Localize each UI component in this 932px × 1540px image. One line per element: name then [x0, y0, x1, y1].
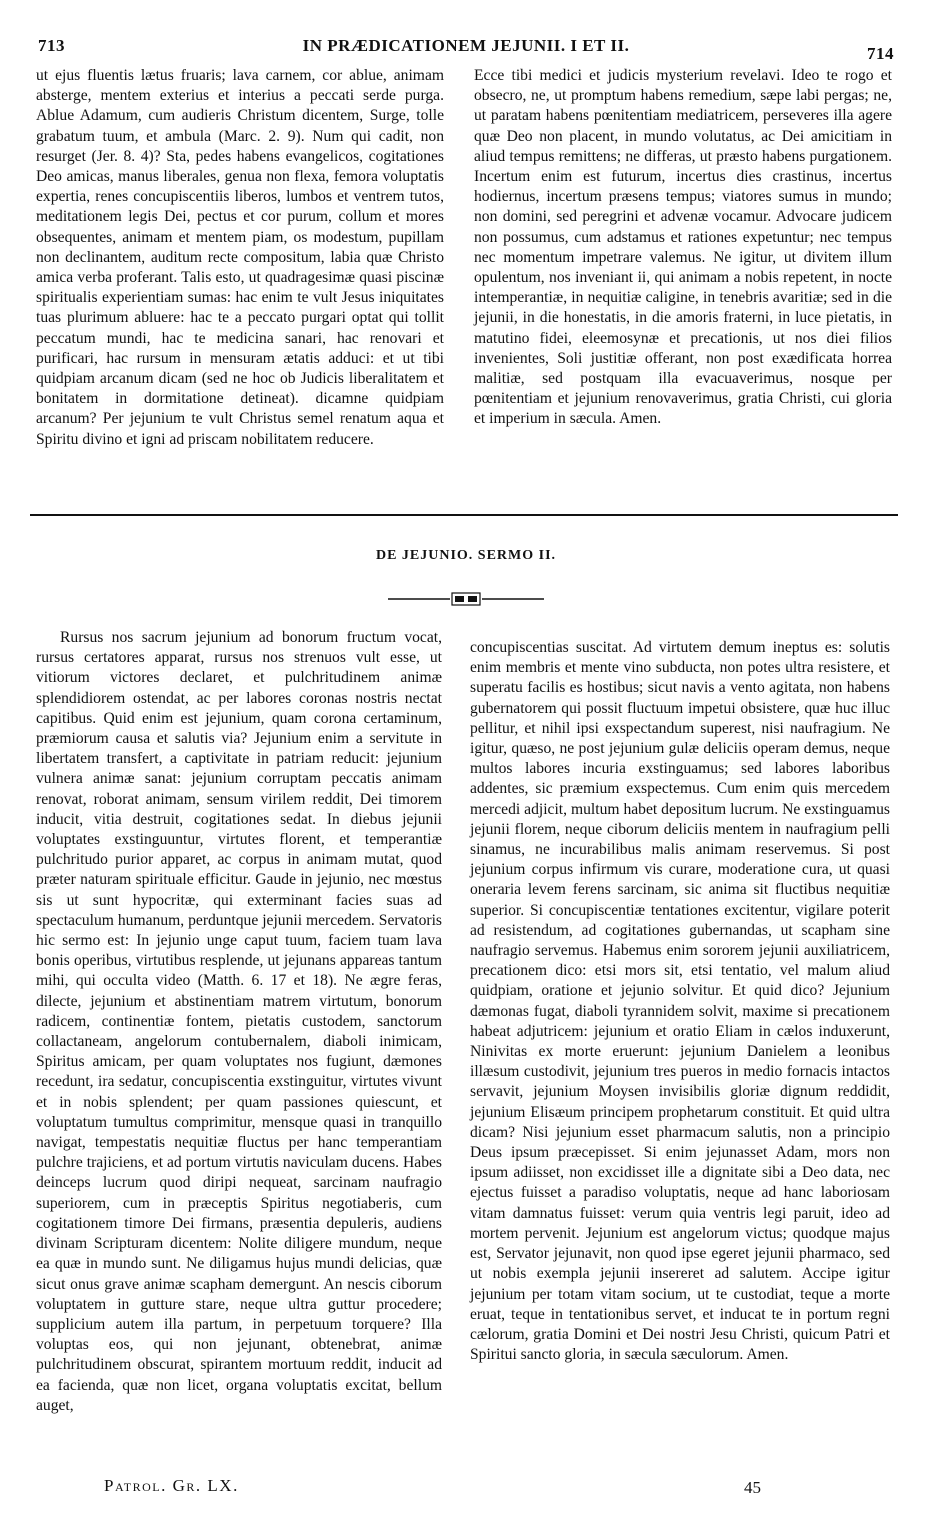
bottom-left-column: [36, 628, 442, 1416]
right-page-number: 714: [867, 44, 894, 63]
running-title: IN PRÆDICATIONEM JEJUNII. I ET II.: [302, 36, 630, 55]
sermon-title: DE JEJUNIO. SERMO II.: [375, 548, 557, 563]
ornament-icon: [384, 592, 548, 606]
top-right-text: Ecce tibi medici et judicis mysterium revelavi. Ideo te rogo et obsecro, ne, ut promptum habens remedium, sæpe labi pergas; ne, ut paratam habens pœnitentiam mediatricem, perseveres illa agere quæ Deo non placent, in mundo volutatus, ac Dei amicitiam in aliud tempus remittens; ne differas, ut præsto habens purgationem. Incertum enim est futurum, incertus dies crastinus, incertus hodiernus, incertum præsens tempus; viatores sumus in mundo; non domini, sed peregrini et advenæ vocamur. Advocare judicem non possumus, cum adstamus et rationes expetuntur; nec tempus nec momentum impetrare valemus. Ne igitur, ut divitem illum opulentum, nos inveniant ii, qui animam a nobis repetent, in nocte intemperantiæ, in nequitiæ caligine, in tenebris avaritiæ; sed in die jejunii, in die honestatis, in die amoris fraterni, in luce pietatis, in matutino fidei, eleemosynæ et precationis, ut nos diei filios invenientes, Soli justitiæ offerant, non post exædificata horrea malitiæ, sed postquam illa evacuaverimus, nosque per pœnitentiam et jejunium renovaverimus, gratia Christi, cui gloria et imperium in sæcula. Amen.: [474, 67, 892, 428]
left-page-number: 713: [38, 36, 65, 55]
top-left-text: ut ejus fluentis lætus fruaris; lava carnem, cor ablue, animam absterge, mentem exterius et interius a peccati serde purga. Ablue Adamum, cum audieris Christum dicentem, Surge, tolle grabatum tuum, et ambula (Marc. 2. 9). Num qui cadit, non resurget (Jer. 8. 4)? Sta, pedes habens evangelicos, cogitationes Deo amicas, manus liberales, genua non flexa, femora voluptatis expertia, renes concupiscentiis liberos, lumbos et ventrem tutos, meditationem legis Dei, pectus et cor purum, collum et mores obsequentes, animam et mentem piam, os modestum, pupillam non declinantem, auditum recte compositum, labia quæ Christo amica verba proferant. Talis esto, ut quadragesimæ quasi piscinæ spiritualis experientiam sumas: hac enim te vult Jesus iniquitates tuas plurimum abluere: hac te a peccato purgari optat qui tollit peccatum mundi, hac te medicina sanari, hac renovari et purificari, hac rursum in mensuram ætatis adduci: et ut tibi quidpiam arcanum dicam (sed ne hoc ob Judicis liberalitatem et bonitatem in dormitatione detineat). dicamne quidpiam arcanum? Per jejunium te vult Christus semel renatum aqua et Spiritu divino et igni ad priscam nobilitatem reducere.: [36, 67, 444, 448]
bottom-right-text: concupiscentias suscitat. Ad virtutem demum ineptus es: solutis enim membris et mente vino subducta, non potes ultra resistere, et superatu facilis es hostibus; sicut navis a vento agitata, non habens gubernatorem qui possit fluctuum impetui obsistere, quæ huc illuc pellitur, et nihil ipsi exspectandum superest, nisi naufragium. Ne igitur, quæso, ne post jejunium gulæ deliciis operam demus, neque multos labores incuria exstinguamus; sed labores laboribus addentes, sic præmium exspectemus. Cum enim quis mercedem mercedi adjicit, multum habet depositum lucrum. Ne exstinguamus jejunii florem, neque ciborum deliciis mentem in naufragium pelli sinamus, ne incurabilibus malis animam reservemus. Si post jejunium corpus infirmum vis curare, moderatione cura, ut quasi oneraria levem ferens sarcinam, sic anima sit fluctibus nequitiæ superior. Si concupiscentiæ tentationes excitentur, vigilare poterit ad resistendum, ad cogitationes gubernandas, ut scapham sine naufragio servemus. Habemus enim sororem jejunii auxiliatricem, precationem dico: etsi mors sit, etsi tentatio, vel malum aliud quidpiam, oratione et jejunio solvitur. Et quid dico? Jejunium dæmonas fugat, diaboli tyrannidem solvit, maxime si precationem habeat adjutricem: jejunium et oratio Eliam in cælos induxerunt, Ninivitas ex morte eruerunt: jejunium Danielem a leonibus illæsum custodivit, jejunium tres pueros in medio fornacis intactos servavit, jejunium Moysen invisibilis gloriæ dignum reddidit, jejunium Elisæum principem prophetarum constituit. Et quid ultra dicam? Nisi jejunium esset pharmacum salutis, non a principio Deus ipsum præcepisset. Si enim jejunasset Adam, mors non ipsum adiisset, non excidisset ille a dignitate sibi a Deo data, nec ejectus fuisset a paradiso voluptatis, neque ad hanc laboriosam vitam damnatus fuisset: verum quia ventris legi paruit, ideo ad mortem pervenit. Jejunium est angelorum victus; quodque majus est, Servator jejunavit, non quod ipse egeret jejunii pharmaco, sed ut nobis exempla jejunii insereret ad salutem. Accipe igitur jejunium per totam vitam socium, ut te custodiat, teque a morte eruat, teque in tentationibus servet, et inducat te in portum regni cælorum, gratia Domini et Dei nostri Jesu Christi, quicum Patri et Spiritui sancto gloria, in sæcula sæculorum. Amen.: [470, 639, 890, 1364]
top-left-column: [36, 66, 444, 450]
printer-signature: Patrol. Gr. LX.: [104, 1476, 239, 1495]
signature-number: 45: [744, 1478, 761, 1497]
bottom-right-column: [470, 638, 890, 1365]
section-divider: [30, 514, 898, 516]
bottom-left-text: Rursus nos sacrum jejunium ad bonorum fructum vocat, rursus certatores apparat, rursus nos strenuos vult esse, ut vitiorum victores declaret, et pulchritudinem animæ splendidiorem ostendat, ac per labores coronas nostris nectat capitibus. Quid enim est jejunium, quam corona certaminum, præmiorum causa et salutis via? Jejunium enim a servitute in libertatem transfert, a captivitate in patriam reducit: jejunium vulnera animæ sanat: jejunium corruptam peccatis animam renovat, roborat animam, sensum virilem reddit, Dei timorem inducit, vitia destruit, cogitationes sedat. In diebus jejunii voluptates exstinguuntur, virtutes florent, et temperantiæ pulchritudo purior apparet, ac corpus in animam mutat, quod præter naturam spirituale efficitur. Gaude in jejunio, nec mœstus sis ut sunt hypocritæ, qui exterminant facies suas ad spectaculum humanum, perduntque jejunii mercedem. Servatoris hic sermo est: In jejunio unge caput tuum, faciem tuam lava bonis operibus, virtutibus resplende, ut jejunans appareas tantum mihi, qui occulta video (Matth. 6. 17 et 18). Ne ægre feras, dilecte, jejunium et abstinentiam matrem virtutum, bonorum radicem, continentiæ fontem, pietatis custodem, sanctorum collactaneam, angelorum contubernalem, diaboli inimicam, Spiritus amicam, per quam voluptates nos fugiunt, dæmones recedunt, ira sedatur, concupiscentia exstinguitur, virtutes vivunt et in nobis splendent; per quam passiones quiescunt, et voluptatum tumultus comprimitur, mensque quasi in tranquillo navigat, tempestatis nequitiæ fluctus per hanc temperantiam pulchre trajiciens, et ad portum virtutis naviculam ducens. Habes deinceps lucrum quod diripi nequeat, sarcinam naufragio superiorem, cum in præceptis Spiritus negotiaberis, cum cogitationem timore Dei firmans, præsentia depuleris, audiens divinam Scripturam dicentem: Nolite diligere mundum, neque ea quæ in mundo sunt. Ne diligamus hujus mundi delicias, quæ sicut onus grave animæ scapham demergunt. An nescis ciborum voluptatem in gutture stare, neque ultra guttur procedere; supplicium autem illa partum, in perpetuum torquere? Illa voluptas eos, qui non jejunant, obtenebrat, animæ pulchritudinem obscurat, spirantem mortuum reddit, inducit ad ea facienda, quæ non licet, organa voluptatis excitat, bellum auget,: [36, 629, 442, 1414]
top-right-column: [474, 66, 892, 430]
